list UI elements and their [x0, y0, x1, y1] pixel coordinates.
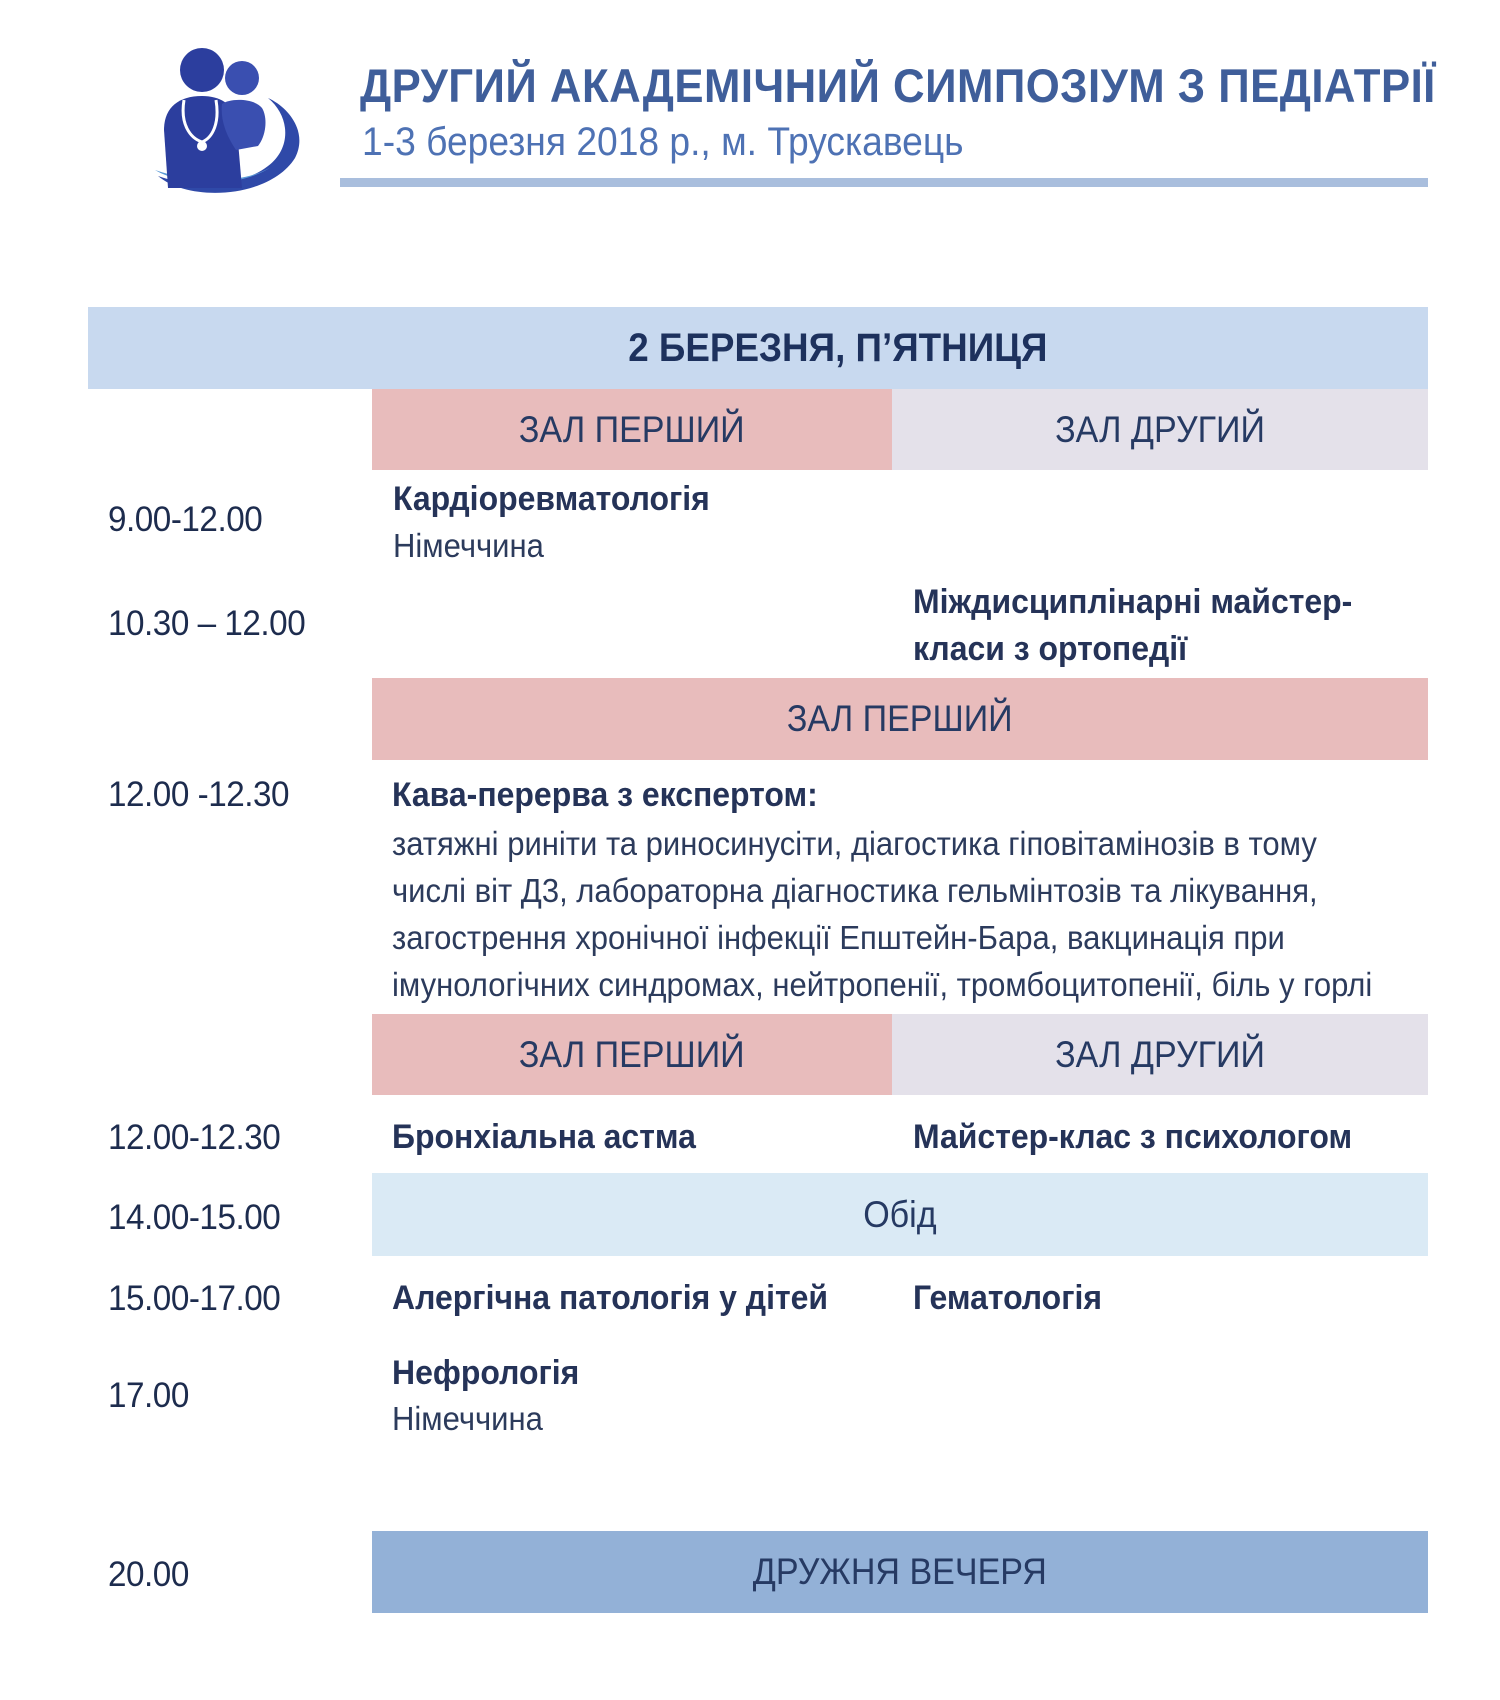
session-title: Кава-перерва з експертом:	[392, 776, 818, 814]
hall-second-header	[892, 1014, 1428, 1095]
session-title: Кардіоревматологія	[393, 480, 710, 518]
day-label: 2 БЕРЕЗНЯ, П’ЯТНИЦЯ	[628, 325, 1048, 370]
session-title: Нефрологія	[392, 1354, 580, 1392]
session-description	[392, 820, 1407, 1008]
session-title: Міждисциплінарні майстер-	[913, 583, 1353, 621]
description-line: затяжні риніти та риносинусіти, діагостика гіповітамінозів в тому	[392, 825, 1317, 862]
hall-first-label: ЗАЛ ПЕРШИЙ	[519, 1033, 745, 1075]
session-country: Німеччина	[393, 527, 544, 564]
day-header	[88, 307, 1428, 389]
session-time: 12.00-12.30	[108, 1118, 281, 1157]
lunch-label: Обід	[863, 1193, 937, 1235]
hall-second-header	[892, 389, 1428, 470]
hall-first-header	[372, 389, 892, 470]
session-time: 14.00-15.00	[108, 1198, 281, 1237]
lunch-band	[372, 1173, 1428, 1256]
dinner-band	[372, 1531, 1428, 1613]
session-title: Алергічна патологія у дітей	[392, 1279, 829, 1317]
session-title: Бронхіальна астма	[392, 1118, 696, 1156]
session-time: 9.00-12.00	[108, 500, 263, 539]
session-title: Майстер-клас з психологом	[913, 1118, 1353, 1156]
session-time: 12.00 -12.30	[108, 775, 290, 814]
dinner-label: ДРУЖНЯ ВЕЧЕРЯ	[752, 1551, 1048, 1592]
symposium-dates-location: 1-3 березня 2018 р., м. Трускавець	[362, 120, 964, 164]
session-time: 17.00	[108, 1376, 189, 1415]
header-divider	[340, 178, 1428, 187]
hall-first-header	[372, 1014, 892, 1095]
session-country: Німеччина	[392, 1400, 543, 1437]
description-line: імунологічних синдромах, нейтропенії, тромбоцитопенії, біль у горлі	[392, 966, 1373, 1003]
session-title: Гематологія	[913, 1279, 1103, 1317]
symposium-title: ДРУГИЙ АКАДЕМІЧНИЙ СИМПОЗІУМ З ПЕДІАТРІЇ	[360, 59, 1436, 112]
session-time: 15.00-17.00	[108, 1279, 281, 1318]
session-time: 20.00	[108, 1555, 189, 1594]
session-title: класи з ортопедії	[913, 630, 1188, 668]
hall-second-label: ЗАЛ ДРУГИЙ	[1055, 1033, 1265, 1075]
hall-second-label: ЗАЛ ДРУГИЙ	[1055, 408, 1265, 450]
hall-first-header	[372, 678, 1428, 760]
description-line: загострення хронічної інфекції Епштейн-Бара, вакцинація при	[392, 919, 1285, 956]
doctor-child-logo-icon	[150, 38, 300, 203]
session-time: 10.30 – 12.00	[108, 604, 306, 643]
hall-first-label: ЗАЛ ПЕРШИЙ	[787, 698, 1013, 739]
hall-first-label: ЗАЛ ПЕРШИЙ	[519, 408, 745, 450]
description-line: числі віт Д3, лабораторна діагностика гельмінтозів та лікування,	[392, 872, 1318, 909]
